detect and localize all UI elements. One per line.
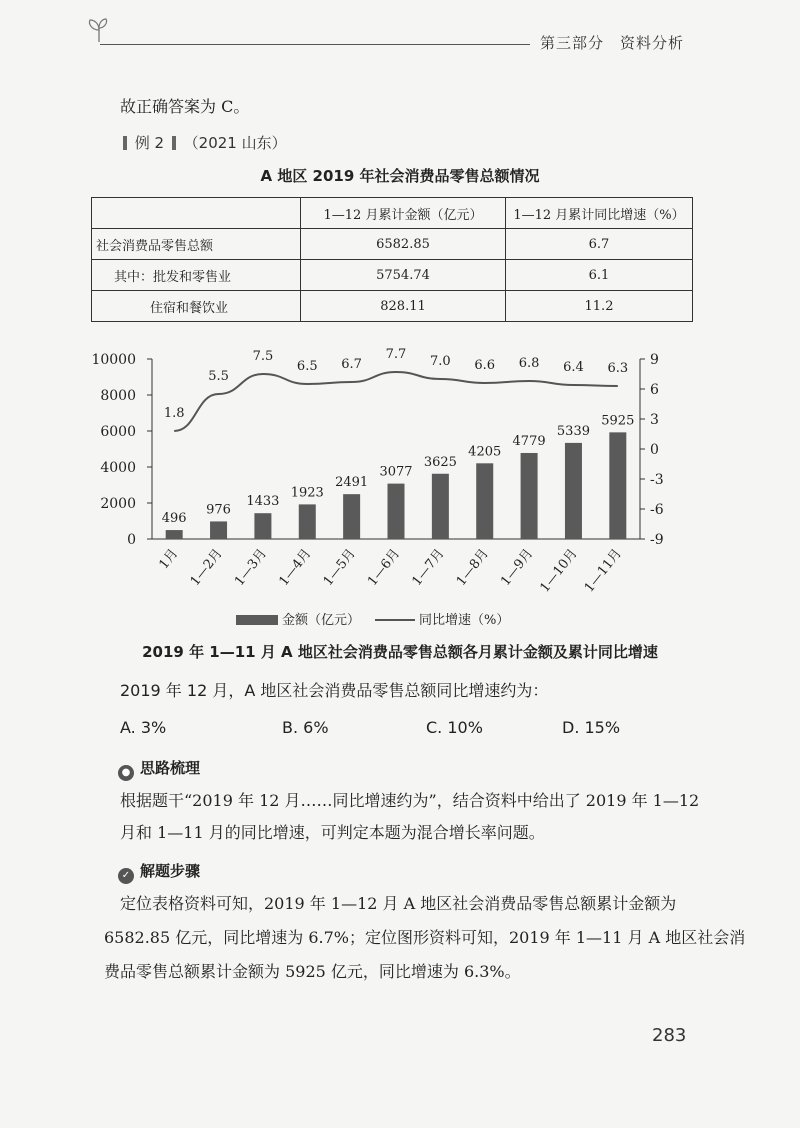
left-tick-label: 0 [127, 532, 136, 548]
right-tick-label: -9 [650, 532, 664, 548]
table-cell: 住宿和餐饮业 [92, 291, 301, 322]
bar [609, 432, 626, 539]
bar [254, 513, 271, 539]
bar [388, 484, 405, 539]
line-value-label: 1.8 [163, 406, 185, 421]
bar-value-label: 3625 [423, 454, 457, 470]
bar-value-label: 1433 [246, 494, 280, 510]
analysis-line-2: 月和 1—11 月的同比增速，可判定本题为混合增长率问题。 [120, 823, 545, 842]
table-cell: 6582.85 [301, 229, 506, 260]
line-value-label: 7.0 [430, 354, 451, 369]
bar [565, 443, 582, 539]
section2-title: 解题步骤 [140, 862, 201, 880]
bar-value-label: 5339 [556, 423, 591, 439]
bar-value-label: 4205 [468, 444, 502, 460]
steps-line-3: 费品零售总额累计金额为 5925 亿元，同比增速为 6.3%。 [104, 962, 521, 981]
table-cell: 5754.74 [301, 260, 506, 291]
bar [521, 453, 538, 539]
section1-title: 思路梳理 [140, 759, 201, 777]
left-tick-label: 8000 [100, 388, 136, 404]
right-tick-label: -3 [650, 472, 664, 488]
table-row [92, 260, 693, 291]
example-tag [120, 132, 287, 153]
table-row [92, 229, 693, 260]
bar [432, 474, 449, 539]
growth-line [174, 372, 618, 431]
bar-value-label: 3077 [379, 464, 413, 480]
header-rule [100, 44, 530, 45]
line-value-label: 6.4 [563, 360, 584, 375]
bar-value-label: 976 [206, 502, 231, 518]
bar [210, 521, 227, 539]
steps-line-1: 定位表格资料可知，2019 年 1—12 月 A 地区社会消费品零售总额累计金额为 [120, 894, 677, 913]
analysis-line-1: 根据题干“2019 年 12 月……同比增速约为”，结合资料中给出了 2019 年 1—12 [120, 791, 700, 810]
line-value-label: 7.5 [252, 349, 274, 364]
table-cell: 其中：批发和零售业 [92, 260, 301, 291]
left-tick-label: 2000 [100, 496, 136, 512]
left-tick-label: 4000 [100, 460, 136, 476]
legend-bar-label: 金额（亿元） [282, 613, 361, 628]
line-value-label: 6.3 [607, 361, 629, 376]
x-tick-label: 1—4月 [276, 546, 315, 589]
table-cell: 6.7 [506, 229, 693, 260]
section-heading-analysis [118, 757, 200, 781]
page-number: 283 [652, 1025, 687, 1046]
bar-value-label: 4779 [512, 433, 546, 449]
bar [299, 504, 316, 539]
legend-line-label: 同比增速（%） [419, 613, 510, 628]
right-tick-label: -6 [650, 502, 664, 518]
bar-value-label: 496 [161, 511, 187, 527]
bar-value-label: 1923 [290, 485, 324, 501]
table-header-row [92, 198, 693, 229]
left-tick-label: 6000 [100, 424, 136, 440]
x-tick-label: 1—6月 [365, 546, 404, 589]
x-tick-label: 1—7月 [409, 546, 448, 589]
table-cell: 6.1 [506, 260, 693, 291]
left-tick-label: 10000 [91, 352, 136, 368]
option-c: C. 10% [426, 718, 483, 737]
x-tick-label: 1—11月 [581, 546, 625, 596]
right-tick-label: 6 [650, 382, 659, 398]
tag-bar-right [172, 136, 176, 150]
header-section-title: 第三部分 资料分析 [540, 34, 685, 52]
x-tick-label: 1—9月 [498, 546, 537, 589]
table-header-cell [92, 198, 301, 229]
table-cell: 11.2 [506, 291, 693, 322]
bar [166, 530, 183, 539]
example-label: 例 2 [134, 134, 165, 152]
table-cell: 社会消费品零售总额 [92, 229, 301, 260]
line-value-label: 6.5 [296, 359, 318, 374]
table-header-cell: 1—12 月累计金额（亿元） [301, 198, 506, 229]
option-d: D. 15% [562, 718, 621, 737]
line-value-label: 5.5 [208, 369, 229, 384]
x-tick-label: 1—2月 [187, 546, 226, 589]
chart-caption: 2019 年 1—11 月 A 地区社会消费品零售总额各月累计金额及累计同比增速 [142, 643, 658, 661]
bulb-icon: ● [118, 765, 134, 781]
x-tick-label: 1—5月 [320, 546, 359, 589]
table-cell: 828.11 [301, 291, 506, 322]
x-tick-label: 1月 [156, 546, 182, 573]
line-value-label: 7.7 [385, 347, 407, 362]
right-tick-label: 0 [650, 442, 659, 458]
bar-value-label: 2491 [335, 475, 369, 491]
option-a: A. 3% [120, 718, 167, 737]
line-value-label: 6.8 [518, 356, 540, 371]
tag-bar-left [123, 136, 127, 150]
question-text: 2019 年 12 月，A 地区社会消费品零售总额同比增速约为： [120, 681, 549, 700]
combo-chart [0, 340, 800, 640]
table-header-cell: 1—12 月累计同比增速（%） [506, 198, 693, 229]
section-heading-steps [118, 860, 200, 884]
bar-value-label: 5925 [601, 413, 635, 429]
x-tick-label: 1—10月 [537, 546, 581, 596]
right-tick-label: 9 [650, 352, 659, 368]
example-source: （2021 山东） [183, 134, 287, 152]
x-tick-label: 1—3月 [232, 546, 271, 589]
sprout-icon [84, 14, 114, 44]
option-b: B. 6% [282, 718, 329, 737]
right-tick-label: 3 [650, 412, 659, 428]
line-value-label: 6.6 [474, 358, 496, 373]
steps-line-2: 6582.85 亿元，同比增速为 6.7%；定位图形资料可知，2019 年 1—11 月 A 地区社会消 [104, 928, 746, 947]
data-table [91, 197, 693, 322]
bar [476, 463, 493, 539]
line-value-label: 6.7 [341, 357, 362, 372]
checkmark-icon: ✓ [118, 868, 134, 884]
table-row [92, 291, 693, 322]
x-tick-label: 1—8月 [453, 546, 492, 589]
bar [343, 494, 360, 539]
legend-bar-swatch [236, 615, 278, 625]
intro-line: 故正确答案为 C。 [120, 97, 250, 116]
table-title: A 地区 2019 年社会消费品零售总额情况 [260, 167, 540, 185]
